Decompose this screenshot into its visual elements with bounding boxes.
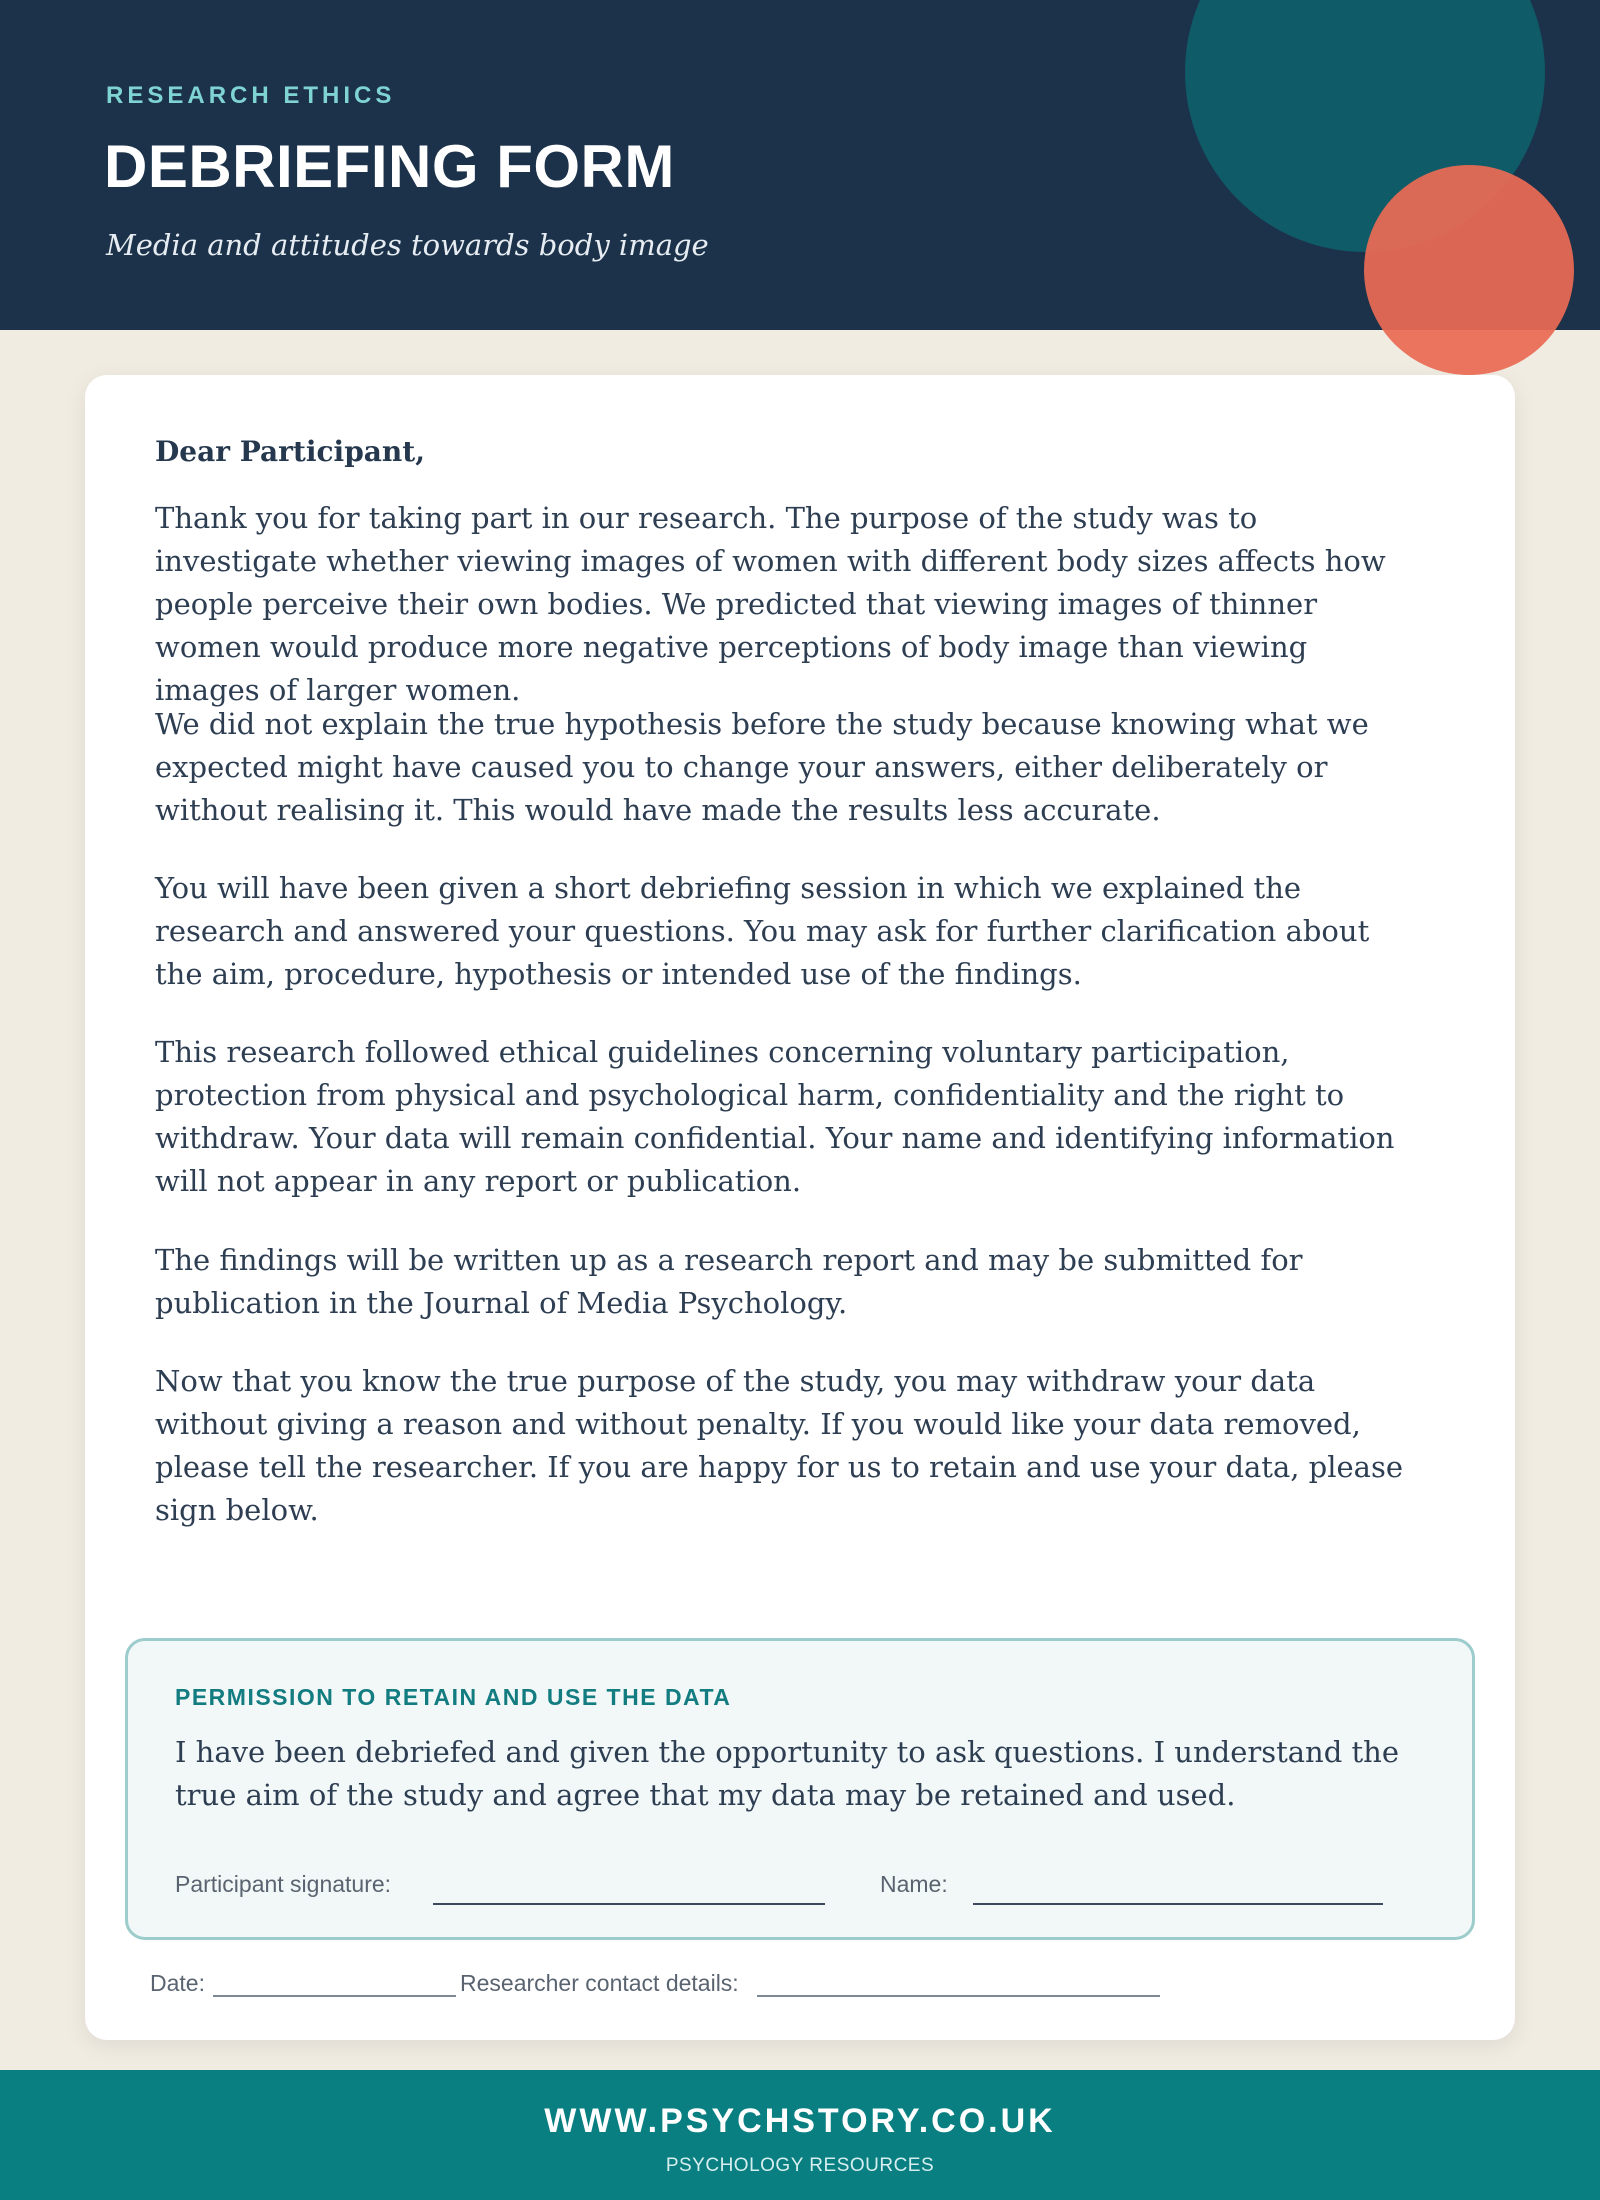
signature-field[interactable] <box>433 1903 825 1905</box>
name-field[interactable] <box>973 1903 1383 1905</box>
paragraph-withdraw: Now that you know the true purpose of the study, you may withdraw your data without giving a reason and without penalty. If you would like your data removed, please tell the researcher. If you are happy for us to retain and use your data, please sign below. <box>155 1364 1404 1527</box>
contact-field[interactable] <box>757 1995 1160 1997</box>
date-field[interactable] <box>213 1995 456 1997</box>
footer-url-link[interactable]: WWW.PSYCHSTORY.CO.UK <box>544 2102 1056 2140</box>
paragraph-findings: The findings will be written up as a research report and may be submitted for publication in the Journal of Media Psychology. <box>155 1243 1303 1320</box>
greeting: Dear Participant, <box>155 435 425 468</box>
paragraph-purpose: Thank you for taking part in our research. The purpose of the study was to investigate whether viewing images of women with different body sizes affects how people perceive their own bodies. We predicted that viewing images of thinner women would produce more negative perceptions of body image than viewing images of larger women. <box>155 501 1386 707</box>
contact-label: Researcher contact details: <box>460 1970 739 1996</box>
date-label: Date: <box>150 1970 205 1996</box>
page-subtitle: Media and attitudes towards body image <box>106 228 709 262</box>
signature-label: Participant signature: <box>175 1871 392 1897</box>
paragraph-ethics: This research followed ethical guidelines concerning voluntary participation, protection from physical and psychological harm, confidentiality and the right to withdraw. Your data will remain confidential. Your name and identifying information will not appear in any report or publication. <box>155 1035 1395 1198</box>
paragraph-hypothesis: We did not explain the true hypothesis before the study because knowing what we expected might have caused you to change your answers, either deliberately or without realising it. This would have made the results less accurate. <box>155 707 1369 827</box>
footer-tagline: PSYCHOLOGY RESOURCES <box>665 2155 935 2176</box>
decorative-coral-circle <box>1364 165 1574 375</box>
header-banner <box>0 0 1600 330</box>
page-title: DEBRIEFING FORM <box>104 133 675 200</box>
permission-box <box>125 1638 1475 1940</box>
paragraph-debrief: You will have been given a short debriefing session in which we explained the research and answered your questions. You may ask for further clarification about the aim, procedure, hypothesis or intended use of the findings. <box>155 871 1370 991</box>
name-label: Name: <box>880 1871 948 1897</box>
permission-heading: PERMISSION TO RETAIN AND USE THE DATA <box>175 1684 732 1710</box>
letter-card <box>85 375 1515 2040</box>
header-kicker: RESEARCH ETHICS <box>106 82 396 109</box>
permission-statement: I have been debriefed and given the opportunity to ask questions. I understand the true aim of the study and agree that my data may be retained and used. <box>175 1735 1400 1812</box>
footer-banner <box>0 2070 1600 2200</box>
